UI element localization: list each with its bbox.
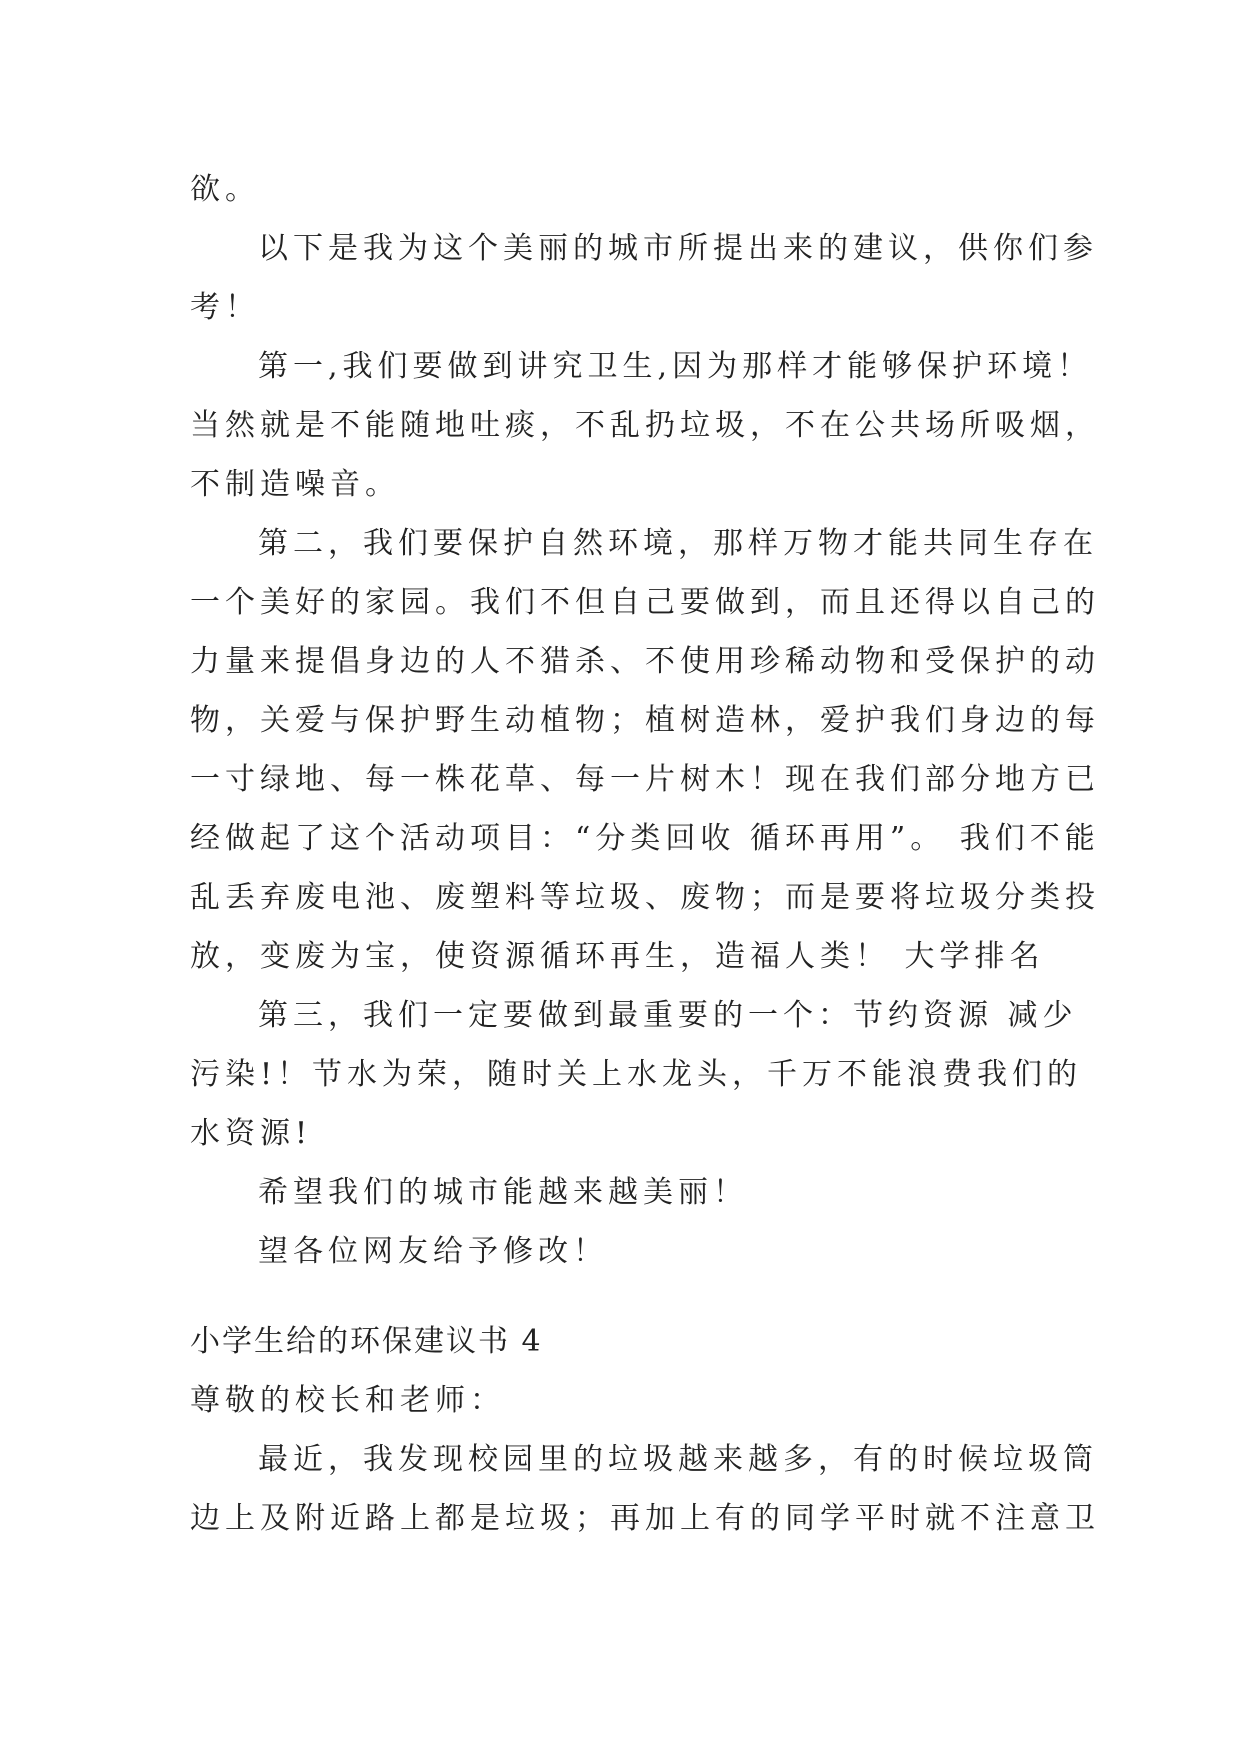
text-line: 第三，我们一定要做到最重要的一个：节约资源 减少: [258, 998, 1078, 1033]
text-line: 力量来提倡身边的人不猎杀、不使用珍稀动物和受保护的动: [190, 644, 1100, 679]
text-line: 望各位网友给予修改！: [258, 1234, 608, 1269]
text-line: 一个美好的家园。我们不但自己要做到，而且还得以自己的: [190, 585, 1100, 620]
text-line: 污染!！节水为荣，随时关上水龙头，千万不能浪费我们的: [190, 1057, 1083, 1092]
salutation: 尊敬的校长和老师：: [190, 1383, 505, 1418]
document-body: [190, 160, 1100, 1548]
text-line: 水资源!: [190, 1116, 313, 1151]
text-line: 最近，我发现校园里的垃圾越来越多，有的时候垃圾筒: [258, 1442, 1098, 1477]
text-line: 第一,我们要做到讲究卫生,因为那样才能够保护环境！: [258, 349, 1093, 384]
text-line: 考！: [190, 290, 260, 325]
text-line: 经做起了这个活动项目：“分类回收 循环再用”。 我们不能: [190, 821, 1100, 856]
text-line: 一寸绿地、每一株花草、每一片树木！现在我们部分地方已: [190, 762, 1100, 797]
section-gap: [190, 1281, 1070, 1312]
text-line: 以下是我为这个美丽的城市所提出来的建议，供你们参: [258, 231, 1098, 266]
section-title: 小学生给的环保建议书 4: [190, 1324, 543, 1359]
text-line: 乱丢弃废电池、废塑料等垃圾、废物；而是要将垃圾分类投: [190, 880, 1100, 915]
text-line: 希望我们的城市能越来越美丽！: [258, 1175, 748, 1210]
text-line: 不制造噪音。: [190, 467, 400, 502]
text-line: 第二，我们要保护自然环境，那样万物才能共同生存在: [258, 526, 1098, 561]
text-line: 边上及附近路上都是垃圾；再加上有的同学平时就不注意卫: [190, 1501, 1100, 1536]
text-line: 欲。: [190, 172, 260, 207]
text-line: 放，变废为宝，使资源循环再生，造福人类！ 大学排名: [190, 939, 1045, 974]
text-line: 当然就是不能随地吐痰，不乱扔垃圾，不在公共场所吸烟，: [190, 408, 1100, 443]
text-line: 物，关爱与保护野生动植物；植树造林，爱护我们身边的每: [190, 703, 1100, 738]
